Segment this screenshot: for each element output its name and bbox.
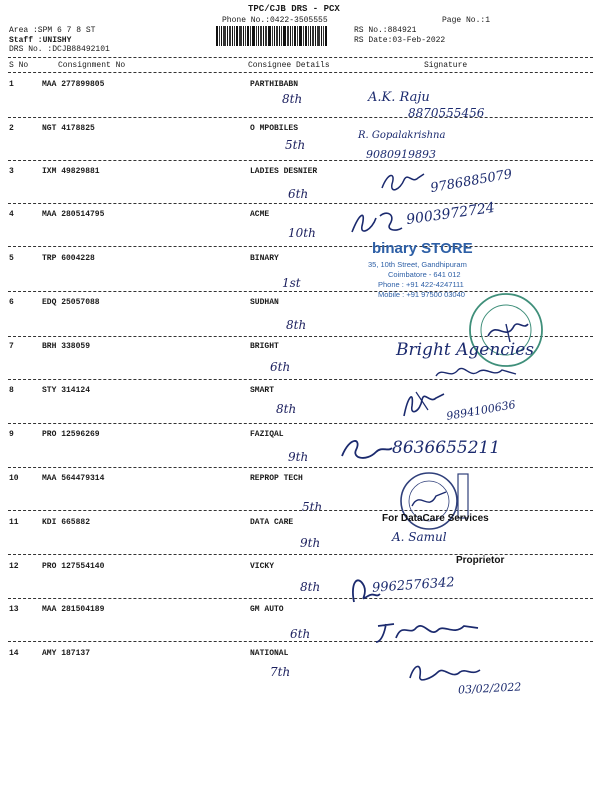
drs-number: DRS No. :DCJB88492101 <box>9 45 110 54</box>
barcode-bar <box>260 26 262 46</box>
barcode-bar <box>297 26 298 46</box>
barcode-bar <box>279 26 280 46</box>
row-consignee: REPROP TECH <box>250 474 303 483</box>
row-consignee: ACME <box>250 210 270 219</box>
barcode-bar <box>221 26 222 46</box>
row-consignee: DATA CARE <box>250 518 294 527</box>
row-consignment: NGT 4178825 <box>42 124 95 133</box>
row-sno: 9 <box>9 430 14 439</box>
row-sno: 8 <box>9 386 14 395</box>
barcode-bar <box>263 26 264 46</box>
handwritten-phone: 9786885079 <box>429 166 514 197</box>
row-sno: 5 <box>9 254 14 263</box>
barcode-bar <box>272 26 273 46</box>
barcode-bar <box>232 26 233 46</box>
phone-number: Phone No.:0422-3505555 <box>222 16 328 25</box>
barcode-bar <box>294 26 296 46</box>
barcode-bar <box>239 26 242 46</box>
handwritten-phone: 9003972724 <box>405 199 496 229</box>
divider <box>8 246 593 247</box>
col-header-sno: S No <box>9 61 29 70</box>
row-consignee: O MPOBILES <box>250 124 299 133</box>
row-sno: 2 <box>9 124 14 133</box>
divider <box>8 423 593 424</box>
stamp-phone: Mobile : +91 97500 03040 <box>378 290 465 299</box>
barcode-bar <box>252 26 255 46</box>
handwritten-phone: 8636655211 <box>392 438 501 458</box>
row-consignment: BRH 338059 <box>42 342 91 351</box>
barcode-bar <box>283 26 286 46</box>
row-consignment: PRO 127554140 <box>42 562 105 571</box>
row-consignee: GM AUTO <box>250 605 284 614</box>
row-consignment: IXM 49829881 <box>42 167 100 176</box>
barcode-bar <box>247 26 249 46</box>
barcode-bar <box>315 26 316 46</box>
barcode-bar <box>276 26 278 46</box>
row-consignment: MAA 281504189 <box>42 605 105 614</box>
page-number: Page No.:1 <box>442 16 491 25</box>
barcode-bar <box>323 26 324 46</box>
row-sno: 1 <box>9 80 14 89</box>
barcode <box>216 26 348 46</box>
barcode-bar <box>299 26 302 46</box>
barcode-bar <box>250 26 251 46</box>
barcode-bar <box>268 26 271 46</box>
col-header-signature: Signature <box>424 61 468 70</box>
divider <box>8 57 593 58</box>
row-delivery-date: 8th <box>286 318 307 332</box>
divider <box>8 598 593 599</box>
row-consignment: EDQ 25057088 <box>42 298 100 307</box>
stamp-company: For DataCare Services <box>382 513 489 524</box>
document-title: TPC/CJB DRS - PCX <box>248 4 340 14</box>
stamp-phone: Phone : +91 422-4247111 <box>378 280 464 289</box>
handwritten-signature: A. Samul <box>392 530 447 544</box>
barcode-bar <box>219 26 220 46</box>
row-consignee: PARTHIBABN <box>250 80 299 89</box>
handwritten-phone: 8870555456 <box>408 106 485 120</box>
row-sno: 6 <box>9 298 14 307</box>
stamp-address: 35, 10th Street, Gandhipuram <box>368 260 467 269</box>
row-consignment: AMY 187137 <box>42 649 91 658</box>
barcode-bar <box>258 26 259 46</box>
barcode-bar <box>325 26 327 46</box>
row-consignment: PRO 12596269 <box>42 430 100 439</box>
signature-scribble <box>374 612 484 648</box>
row-consignee: NATIONAL <box>250 649 289 658</box>
row-sno: 7 <box>9 342 14 351</box>
stamp-designation: Proprietor <box>456 555 505 566</box>
row-delivery-date: 5th <box>285 138 306 152</box>
divider <box>8 467 593 468</box>
row-delivery-date: 10th <box>288 226 316 240</box>
divider <box>8 117 593 118</box>
divider <box>8 160 593 161</box>
barcode-bar <box>290 26 291 46</box>
barcode-bar <box>227 26 228 46</box>
signature-scribble <box>398 386 448 422</box>
row-consignment: MAA 280514795 <box>42 210 105 219</box>
row-consignee: BRIGHT <box>250 342 279 351</box>
row-delivery-date: 6th <box>270 360 291 374</box>
row-delivery-date: 9th <box>300 536 321 550</box>
col-header-consignment: Consignment No <box>58 61 126 70</box>
signature-scribble <box>346 206 406 242</box>
row-consignment: STY 314124 <box>42 386 91 395</box>
barcode-bar <box>274 26 275 46</box>
row-consignment: KDI 665882 <box>42 518 91 527</box>
col-header-consignee: Consignee Details <box>248 61 330 70</box>
handwritten-name: R. Gopalakrishna <box>358 130 446 141</box>
barcode-bar <box>223 26 226 46</box>
area-field: Area :SPM 6 7 8 ST <box>9 26 96 35</box>
handwritten-phone: 9894100636 <box>445 398 517 423</box>
row-sno: 11 <box>9 518 19 527</box>
signature-scribble <box>432 362 522 386</box>
barcode-bar <box>265 26 267 46</box>
row-sno: 13 <box>9 605 19 614</box>
barcode-bar <box>292 26 293 46</box>
rs-date: RS Date:03-Feb-2022 <box>354 36 446 45</box>
row-sno: 10 <box>9 474 19 483</box>
barcode-bar <box>287 26 289 46</box>
row-consignee: LADIES DESNIER <box>250 167 318 176</box>
barcode-bar <box>236 26 238 46</box>
divider <box>8 641 593 642</box>
barcode-bar <box>229 26 231 46</box>
row-consignment: MAA 564479314 <box>42 474 105 483</box>
signature-scribble <box>336 432 396 466</box>
divider <box>8 203 593 204</box>
barcode-bar <box>310 26 311 46</box>
row-delivery-date: 9th <box>288 450 309 464</box>
handwritten-name: A.K. Raju <box>368 90 430 105</box>
barcode-bar <box>234 26 235 46</box>
divider <box>8 72 593 73</box>
row-delivery-date: 8th <box>300 580 321 594</box>
row-consignee: BINARY <box>250 254 279 263</box>
row-sno: 12 <box>9 562 19 571</box>
row-delivery-date: 6th <box>290 627 311 641</box>
row-consignee: SUDHAN <box>250 298 279 307</box>
stamp-address: Coimbatore - 641 012 <box>388 270 461 279</box>
barcode-bar <box>305 26 307 46</box>
staff-field: Staff :UNISHY <box>9 36 72 45</box>
row-consignee: SMART <box>250 386 275 395</box>
barcode-bar <box>216 26 218 46</box>
row-sno: 14 <box>9 649 19 658</box>
barcode-bar <box>317 26 320 46</box>
handwritten-phone: 9080919893 <box>366 148 436 161</box>
barcode-bar <box>243 26 244 46</box>
barcode-bar <box>303 26 304 46</box>
row-sno: 3 <box>9 167 14 176</box>
barcode-bar <box>281 26 282 46</box>
row-delivery-date: 6th <box>288 187 309 201</box>
divider <box>8 554 593 555</box>
barcode-bar <box>256 26 257 46</box>
handwritten-company: Bright Agencies <box>396 340 535 360</box>
row-delivery-date: 1st <box>282 276 301 290</box>
rs-number: RS No.:884921 <box>354 26 417 35</box>
row-consignee: FAZIQAL <box>250 430 284 439</box>
row-delivery-date: 8th <box>282 92 303 106</box>
barcode-bar <box>245 26 246 46</box>
row-sno: 4 <box>9 210 14 219</box>
row-delivery-date: 8th <box>276 402 297 416</box>
handwritten-date: 03/02/2022 <box>457 680 522 697</box>
signature-scribble <box>378 168 428 202</box>
row-delivery-date: 5th <box>302 500 323 514</box>
row-consignment: TRP 6004228 <box>42 254 95 263</box>
barcode-bar <box>308 26 309 46</box>
divider <box>8 510 593 511</box>
row-consignment: MAA 277899805 <box>42 80 105 89</box>
stamp-store-name: binary STORE <box>372 240 473 257</box>
handwritten-phone: 9962576342 <box>371 575 456 596</box>
row-delivery-date: 7th <box>270 665 291 679</box>
barcode-bar <box>312 26 314 46</box>
barcode-bar <box>321 26 322 46</box>
row-consignee: VICKY <box>250 562 275 571</box>
